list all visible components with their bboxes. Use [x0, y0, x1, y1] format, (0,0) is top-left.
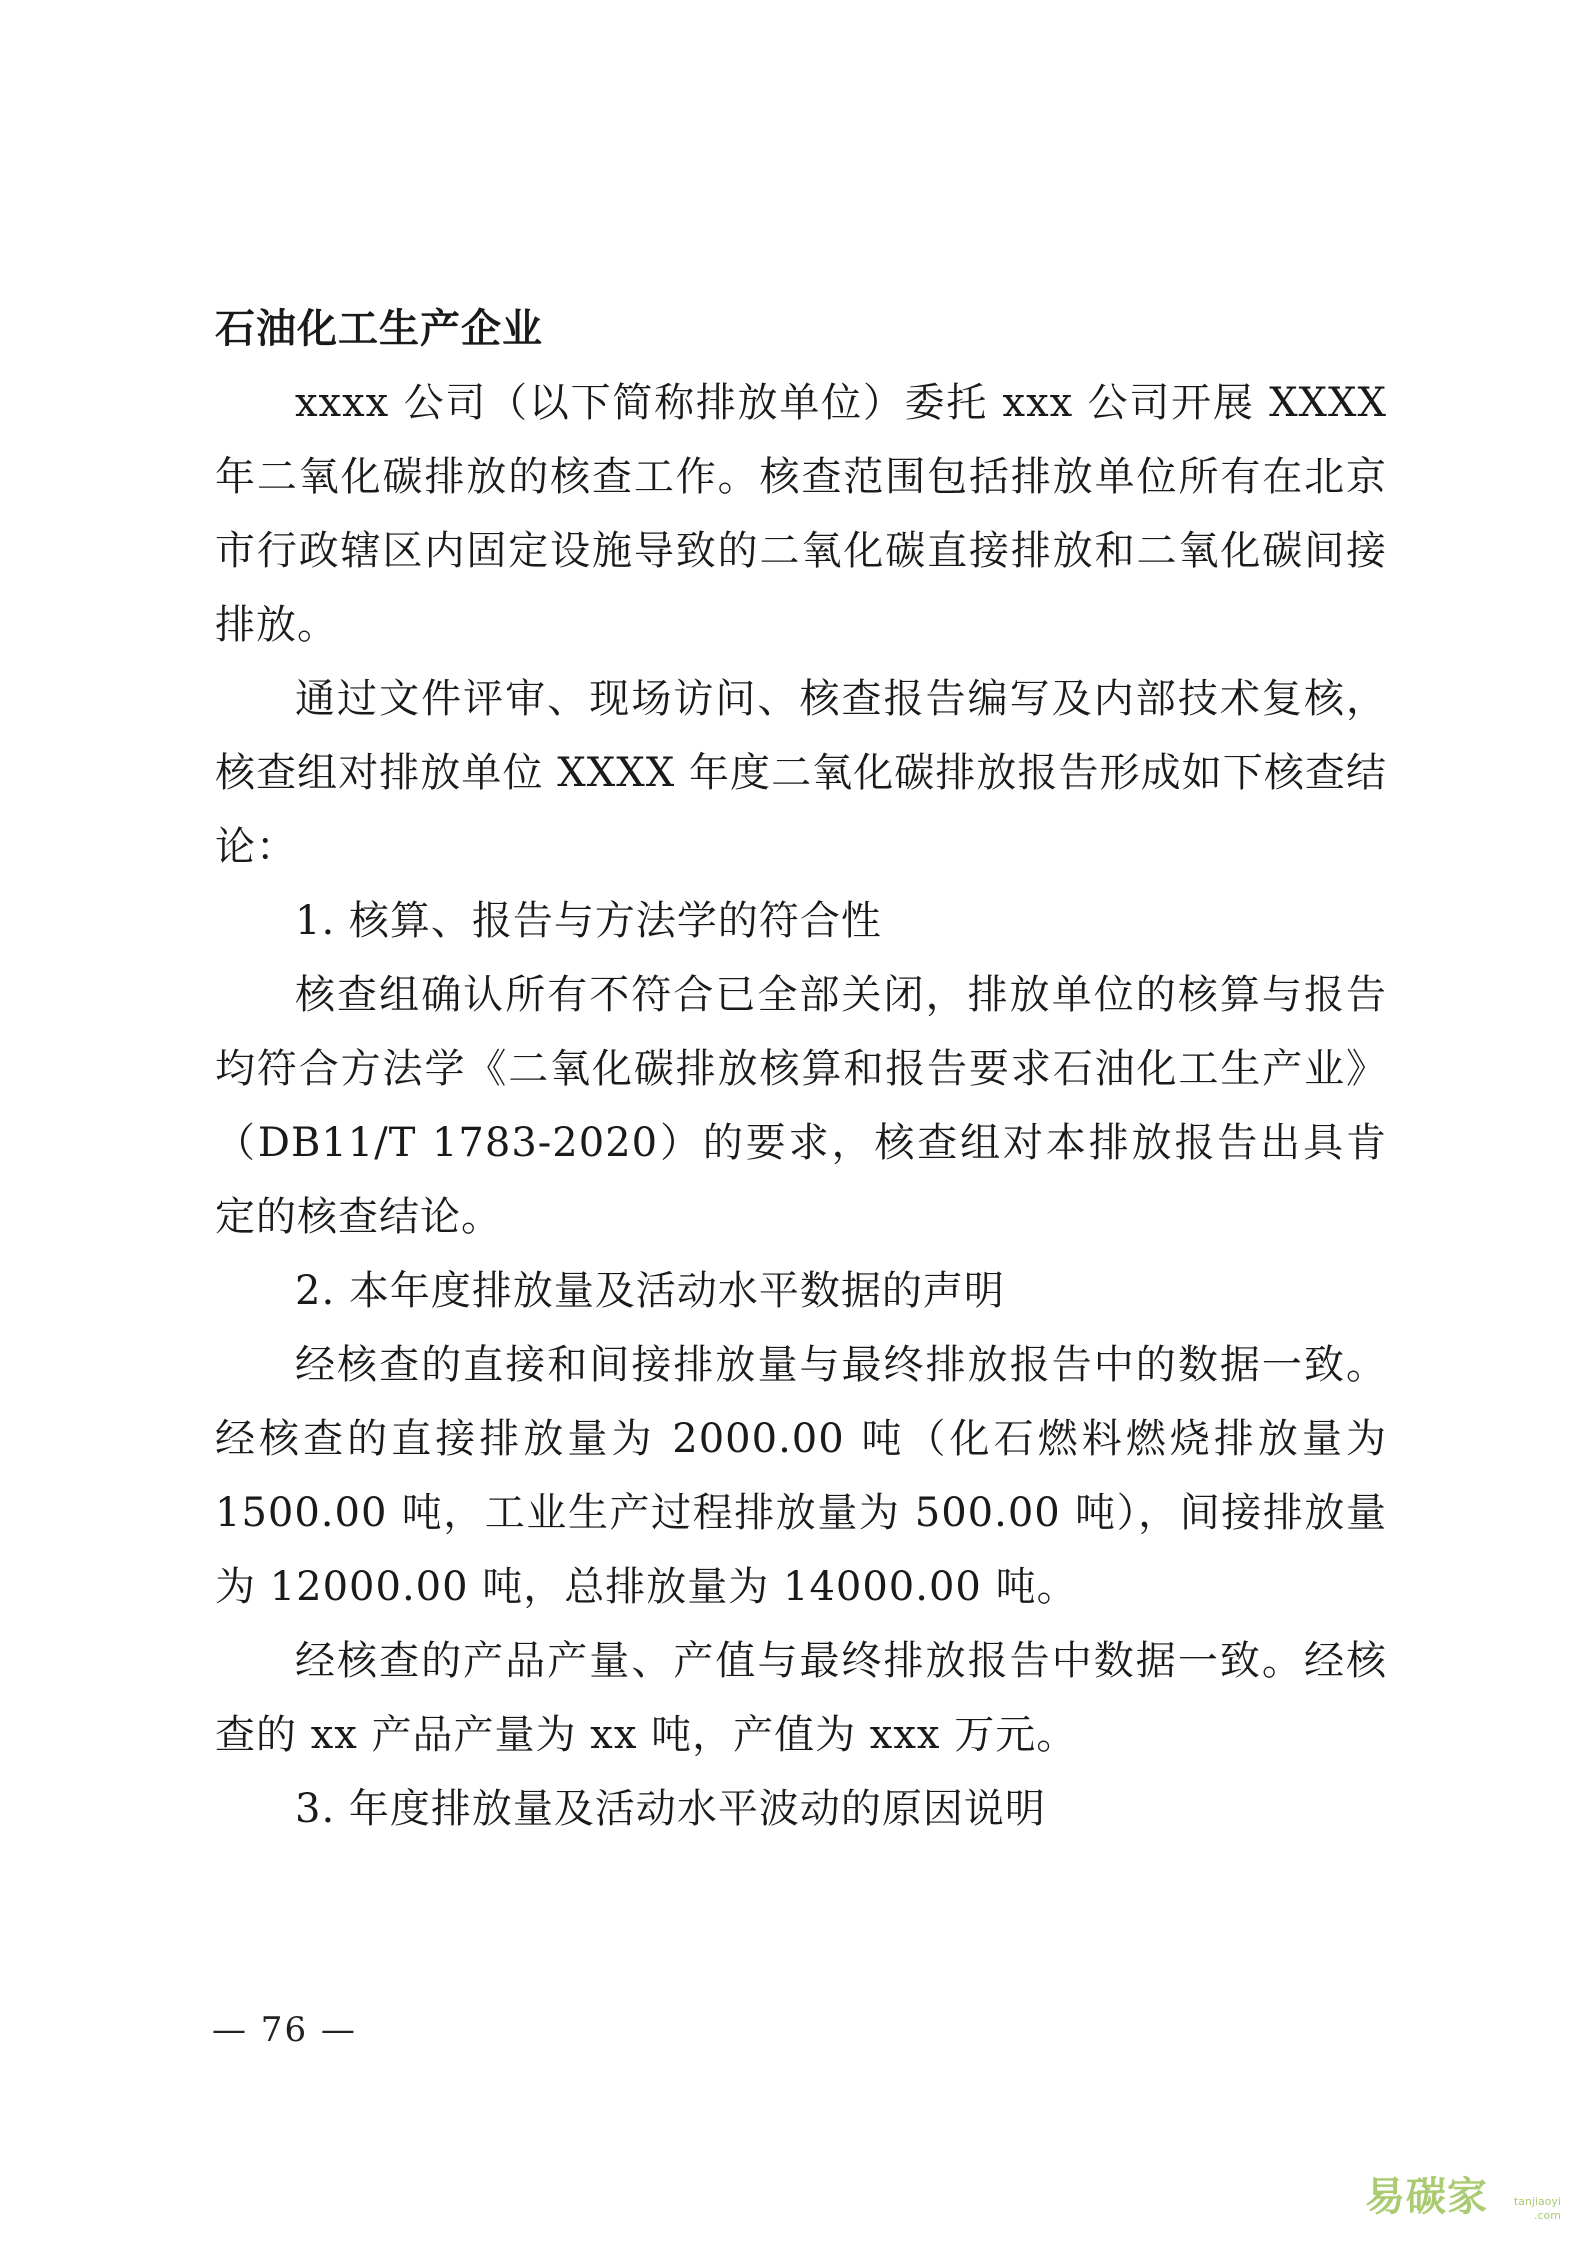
- subsection-1-paragraph: 核查组确认所有不符合已全部关闭，排放单位的核算与报告均符合方法学《二氧化碳排放核算和报告要求石油化工生产业》（DB11/T 1783-2020）的要求，核查组对本排放报告出具肯定的核查结论。: [215, 972, 1387, 1240]
- watermark-domain-line1: tanjiaoyi: [1513, 2195, 1561, 2208]
- watermark-logo: [1365, 2165, 1565, 2229]
- intro-paragraph-2: 通过文件评审、现场访问、核查报告编写及内部技术复核，核查组对排放单位 XXXX 年度二氧化碳排放报告形成如下核查结论：: [215, 676, 1387, 870]
- watermark-text: 易碳家: [1365, 2174, 1488, 2220]
- intro-paragraph-1: xxxx 公司（以下简称排放单位）委托 xxx 公司开展 XXXX 年二氧化碳排放的核查工作。核查范围包括排放单位所有在北京市行政辖区内固定设施导致的二氧化碳直接排放和二氧化碳间接排放。: [215, 380, 1387, 648]
- subsection-title-1: 1. 核算、报告与方法学的符合性: [295, 898, 882, 944]
- watermark-domain-line2: .com: [1534, 2209, 1561, 2222]
- subsection-title-2: 2. 本年度排放量及活动水平数据的声明: [295, 1268, 1005, 1314]
- watermark-domain: [1514, 2195, 1561, 2223]
- document-body: [215, 292, 1387, 1846]
- subsection-title-3: 3. 年度排放量及活动水平波动的原因说明: [295, 1786, 1046, 1832]
- subsection-2-paragraph-1: 经核查的直接和间接排放量与最终排放报告中的数据一致。经核查的直接排放量为 2000.00 吨（化石燃料燃烧排放量为 1500.00 吨，工业生产过程排放量为 500.00 吨），间接排放量为 12000.00 吨，总排放量为 14000.00 吨。: [215, 1342, 1387, 1610]
- page-number: — 76 —: [212, 2010, 357, 2050]
- section-heading: 石油化工生产企业: [215, 305, 543, 352]
- subsection-2-paragraph-2: 经核查的产品产量、产值与最终排放报告中数据一致。经核查的 xx 产品产量为 xx 吨，产值为 xxx 万元。: [215, 1638, 1387, 1758]
